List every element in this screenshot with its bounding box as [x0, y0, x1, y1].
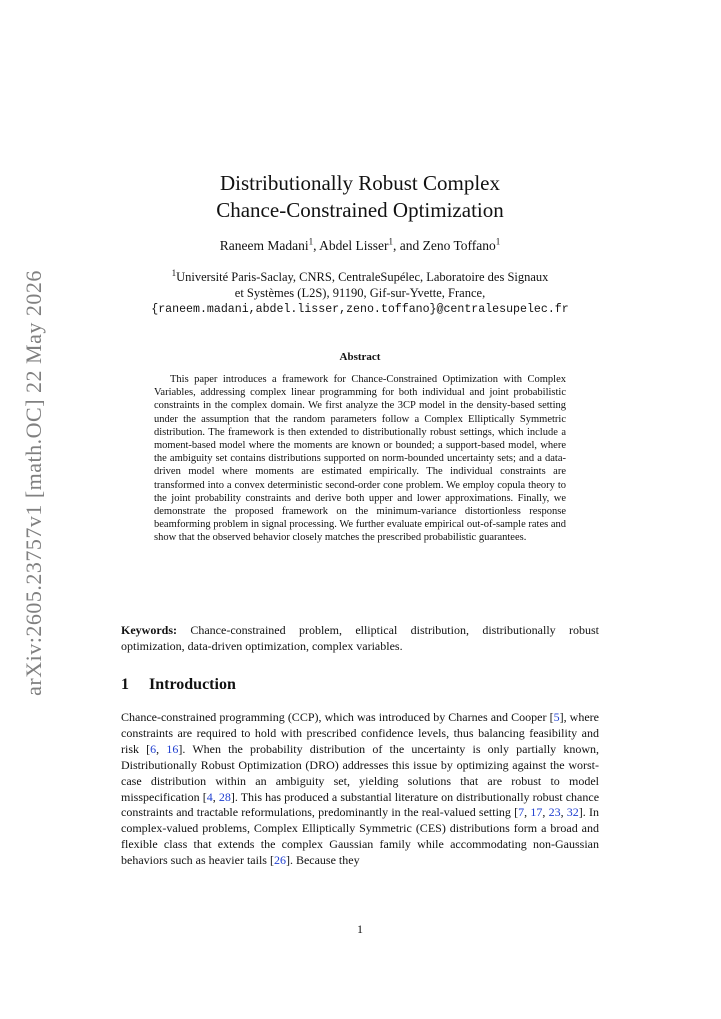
title-line-2: Chance-Constrained Optimization [216, 198, 504, 222]
citation-link[interactable]: 26 [273, 853, 286, 868]
author-emails: {raneem.madani,abdel.lisser,zeno.toffano}@centralesupelec.fr [151, 303, 569, 316]
affiliation-line-2: et Systèmes (L2S), 91190, Gif-sur-Yvette, France, [234, 286, 486, 300]
author-name: Abdel Lisser [319, 238, 389, 253]
author-name: Raneem Madani [219, 238, 309, 253]
intro-text-segment: [ [549, 710, 554, 724]
citation-link[interactable]: 4 [206, 789, 213, 804]
intro-text-segment: , [542, 805, 549, 820]
keywords-text: Chance-constrained problem, elliptical distribution, distributionally robust optimization, data-driven optimization, complex variables. [121, 623, 599, 653]
abstract-heading: Abstract [339, 351, 381, 363]
intro-text-segment: , [212, 789, 219, 804]
intro-text-segment: ]. This has produced a substantial literature on distributionally robust chance constraints and tractable reformulations, predominantly in the real-valued setting [ [121, 789, 600, 820]
section-number: 1 [121, 676, 129, 693]
citation-link[interactable]: 23 [548, 805, 561, 820]
author-separator: , [313, 238, 320, 253]
keywords-paragraph [121, 622, 599, 654]
intro-text-segment: ]. Because they [285, 853, 360, 868]
author-affiliation-mark: 1 [388, 236, 393, 247]
author-affiliation-mark: 1 [308, 236, 314, 247]
section-title: Introduction [149, 676, 236, 693]
intro-text-segment: , [156, 741, 167, 756]
author-list [121, 238, 599, 254]
intro-text-segment: Chance-constrained programming (CCP), which was introduced by Charnes and Cooper [121, 710, 550, 724]
citation-link[interactable]: 7 [518, 805, 525, 820]
title-line-1: Distributionally Robust Complex [219, 171, 500, 195]
intro-text-segment: ]. In complex-valued problems, Complex Elliptically Symmetric (CES) distributions form a broad and flexible class that extends the complex Gaussian family while accommodating non-Gaussian behaviors such as heavier tails [ [121, 805, 600, 868]
affiliation-mark: 1 [171, 267, 177, 278]
affiliation [121, 269, 599, 301]
abstract-text: This paper introduces a framework for Chance-Constrained Optimization with Complex Variables, addressing complex linear programming for both individual and joint probabilistic constraints in the complex domain. We first analyze the 3CP model in the density-based setting under the assumption that the random parameters follow a Complex Elliptically Symmetric distribution. The framework is then extended to distributionally robust settings, which include a moment-based model where the moments are known or bounded; a support-based model, where the ambiguity set contains distributions supported on norm-bounded uncertainty sets; and a data-driven model where moments are estimated empirically. The individual constraints are transformed into a convex deterministic second-order cone problem. We employ copula theory to the joint probability constraints and derive both upper and lower approximations. Finally, we demonstrate the proposed framework on the minimum-variance distortionless response beamforming problem in signal processing. We further evaluate empirical out-of-sample rates and show that the observed behavior closely matches the prescribed probabilistic guarantees. [154, 374, 566, 544]
intro-text-segment: ], where constraints are required to hold with prescribed confidence levels, thus balancing feasibility and risk [ [121, 710, 599, 756]
introduction-paragraph [121, 710, 599, 869]
author-name: Zeno Toffano [422, 238, 496, 253]
citation-link[interactable]: 32 [566, 805, 579, 820]
citation-link[interactable]: 17 [530, 805, 543, 820]
author-affiliation-mark: 1 [495, 236, 501, 247]
citation-link[interactable]: 16 [166, 741, 179, 756]
citation-link[interactable]: 5 [553, 710, 560, 724]
citation-link[interactable]: 6 [150, 741, 157, 756]
intro-text-segment: , [524, 805, 531, 820]
affiliation-line-1: Université Paris-Saclay, CNRS, CentraleSupélec, Laboratoire des Signaux [176, 270, 549, 284]
keywords-label: Keywords: [121, 623, 177, 637]
intro-text-segment: ]. When the probability distribution of the uncertainty is only partially known, Distributionally Robust Optimization (DRO) addresses this issue by optimizing against the worst-case distribution within an ambiguity set, yielding solutions that are robust to model misspecification [ [121, 741, 599, 804]
arxiv-identifier-stamp [14, 270, 54, 696]
citation-link[interactable]: 28 [218, 789, 231, 804]
author-separator: , and [392, 238, 423, 253]
intro-text-segment: , [560, 805, 567, 820]
paper-title [121, 170, 599, 224]
arxiv-identifier-text: arXiv:2605.23757v1 [math.OC] 22 May 2026 [21, 270, 47, 696]
section-heading-introduction [121, 676, 599, 694]
page-number: 1 [357, 922, 363, 936]
